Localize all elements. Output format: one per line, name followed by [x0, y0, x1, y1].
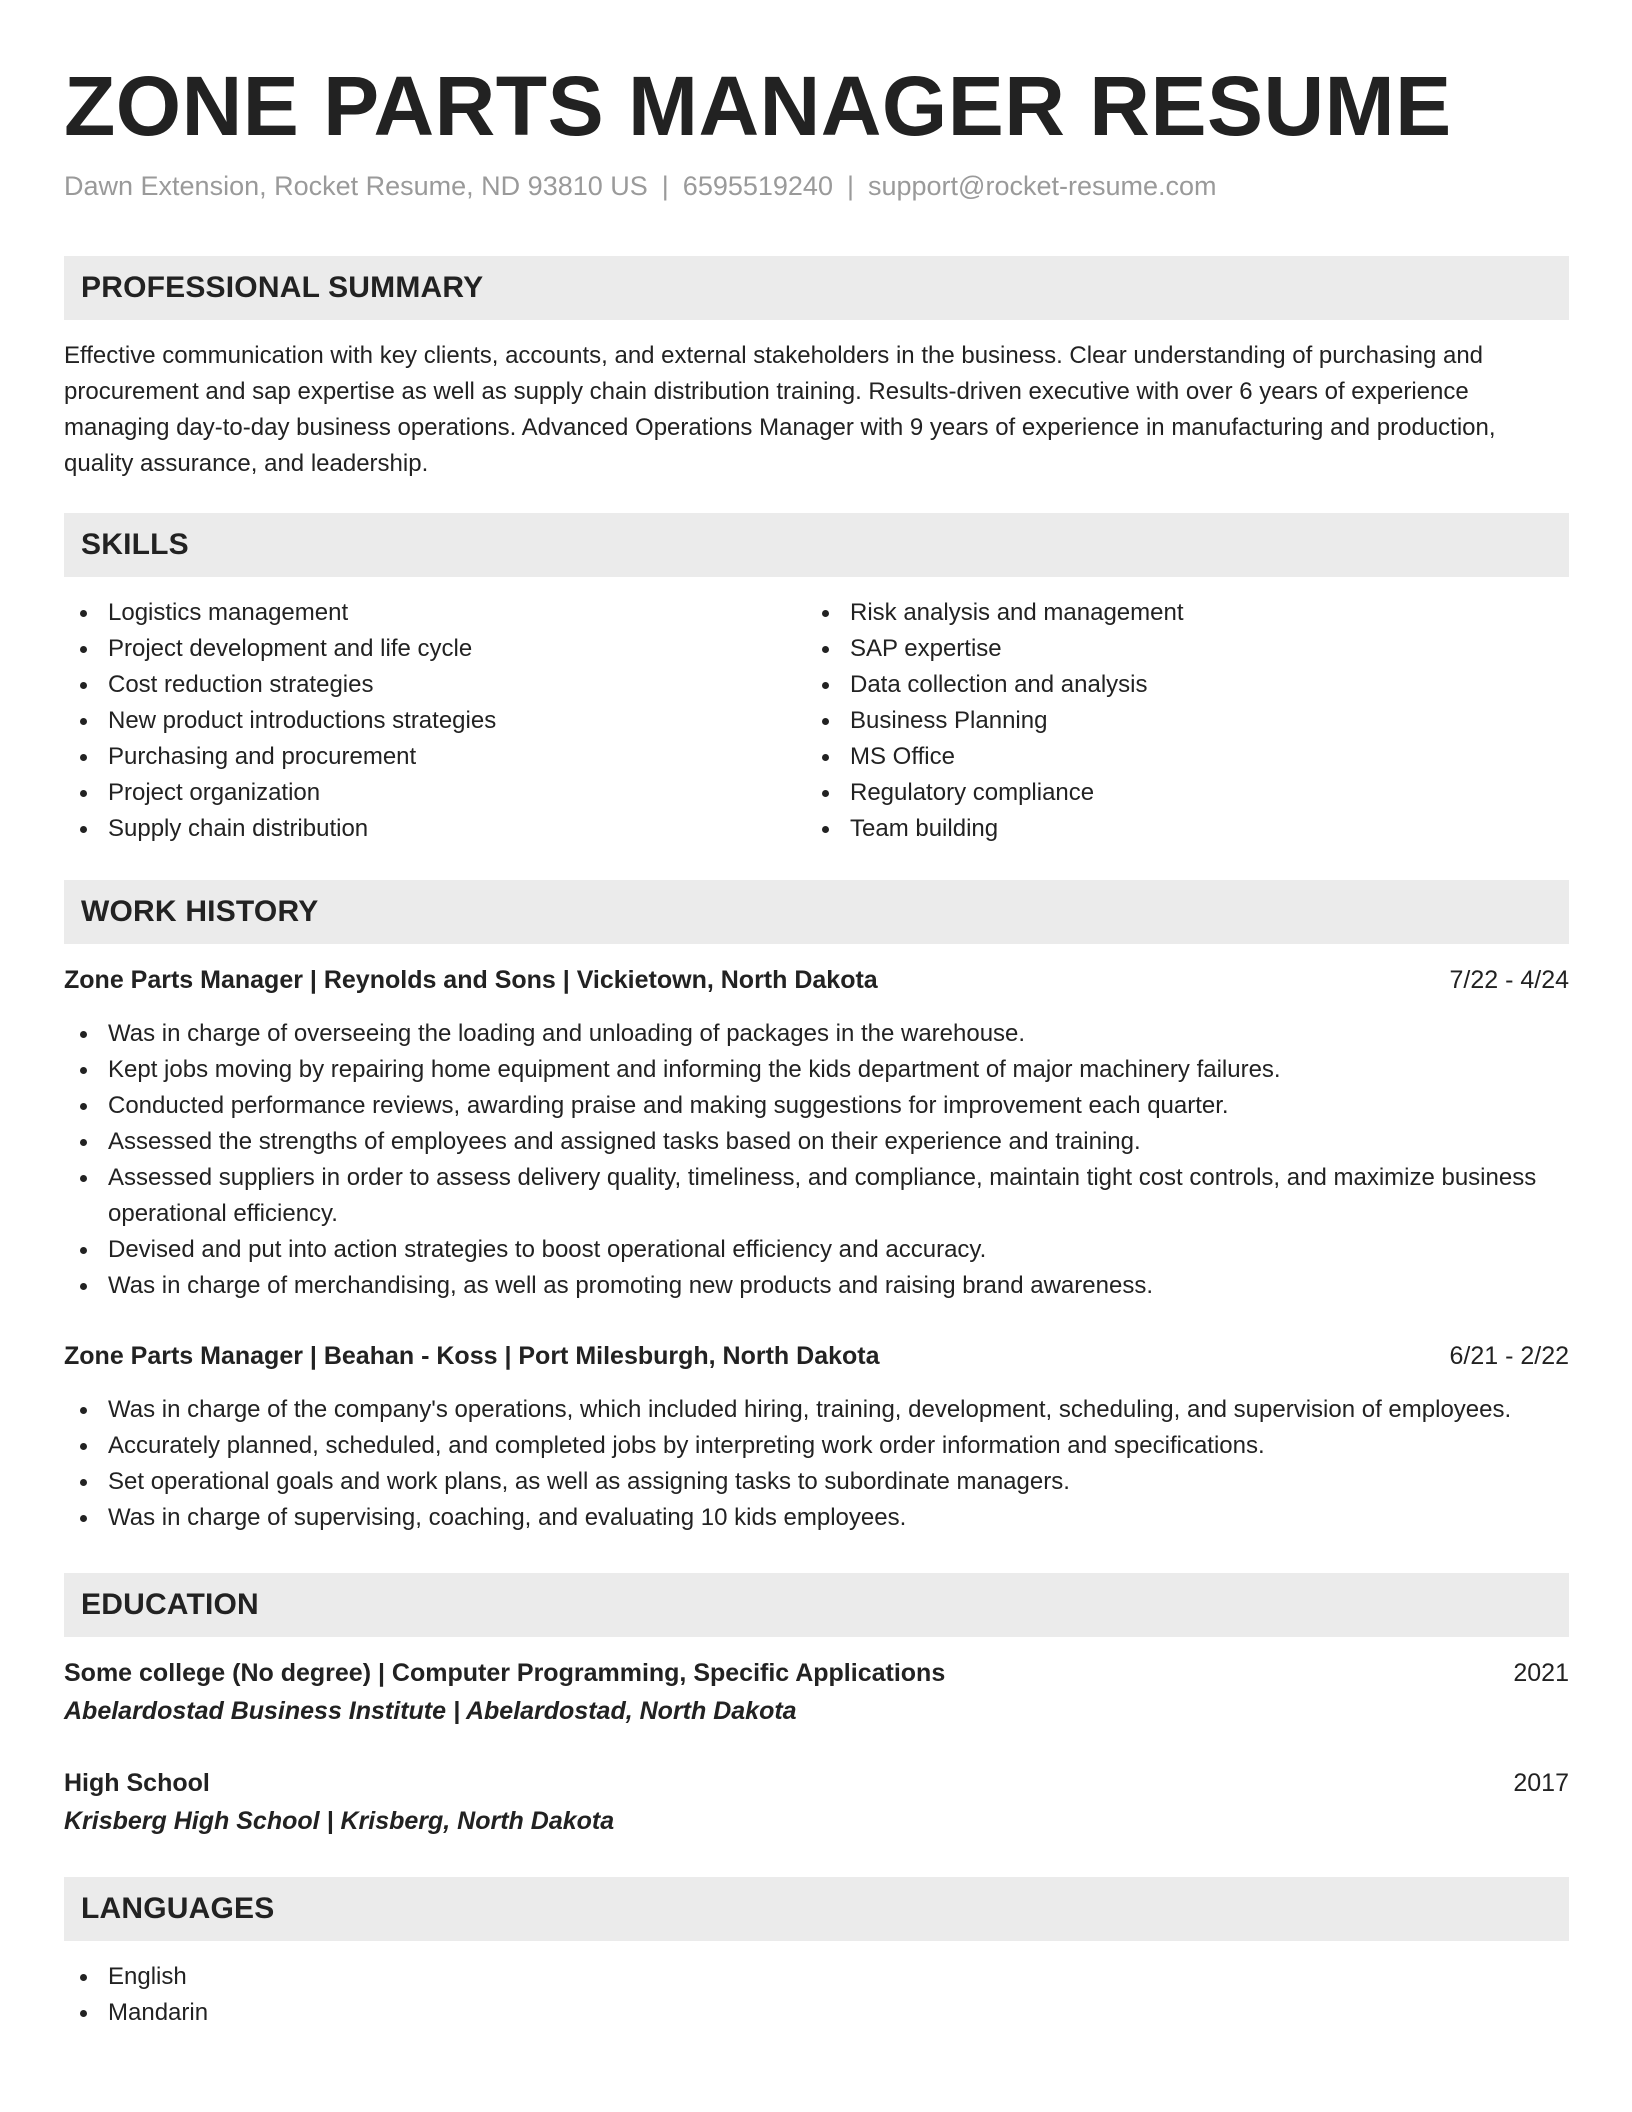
job-dates: 6/21 - 2/22	[1449, 1342, 1569, 1370]
job-heading	[64, 1338, 1569, 1374]
job-bullets	[64, 1016, 1569, 1304]
contact-email: support@rocket-resume.com	[867, 171, 1217, 201]
skill-item: Purchasing and procurement	[64, 739, 806, 775]
skill-item: MS Office	[806, 739, 1548, 775]
job-title: Zone Parts Manager | Reynolds and Sons | Vickietown, North Dakota	[64, 966, 878, 994]
education-entry	[64, 1765, 1569, 1839]
education-heading	[64, 1765, 1569, 1801]
job-bullet: Was in charge of supervising, coaching, and evaluating 10 kids employees.	[64, 1500, 1569, 1536]
job-bullet: Was in charge of the company's operations, which included hiring, training, development, scheduling, and supervision of employees.	[64, 1392, 1569, 1428]
skill-item: Team building	[806, 811, 1548, 847]
job-bullet: Assessed the strengths of employees and assigned tasks based on their experience and training.	[64, 1124, 1569, 1160]
job-bullet: Devised and put into action strategies to boost operational efficiency and accuracy.	[64, 1232, 1569, 1268]
job-dates: 7/22 - 4/24	[1449, 966, 1569, 994]
job-entry	[64, 962, 1569, 1304]
section-header-summary: PROFESSIONAL SUMMARY	[64, 256, 1569, 320]
summary-text: Effective communication with key clients, accounts, and external stakeholders in the business. Clear understanding of purchasing and procurement and sap expertise as well as supply chain distribution training. Results-driven executive with over 6 years of experience managing day-to-day business operations. Advanced Operations Manager with 9 years of experience in manufacturing and production, quality assurance, and leadership.	[64, 342, 1496, 477]
languages-list	[64, 1959, 1569, 2031]
contact-separator: |	[661, 171, 669, 201]
job-bullet: Accurately planned, scheduled, and completed jobs by interpreting work order information and specifications.	[64, 1428, 1569, 1464]
education-heading	[64, 1655, 1569, 1691]
job-bullet: Kept jobs moving by repairing home equipment and informing the kids department of major machinery failures.	[64, 1052, 1569, 1088]
contact-phone: 6595519240	[682, 171, 833, 201]
skill-item: Logistics management	[64, 595, 806, 631]
skill-item: Data collection and analysis	[806, 667, 1548, 703]
skill-item: SAP expertise	[806, 631, 1548, 667]
section-header-languages: LANGUAGES	[64, 1877, 1569, 1941]
job-title: Zone Parts Manager | Beahan - Koss | Port Milesburgh, North Dakota	[64, 1342, 880, 1370]
job-bullet: Conducted performance reviews, awarding praise and making suggestions for improvement each quarter.	[64, 1088, 1569, 1124]
education-year: 2017	[1513, 1769, 1569, 1797]
skills-list	[64, 595, 1569, 847]
skill-item: Regulatory compliance	[806, 775, 1548, 811]
job-bullet: Assessed suppliers in order to assess delivery quality, timeliness, and compliance, maintain tight cost controls, and maximize business operational efficiency.	[64, 1160, 1569, 1232]
skill-item: New product introductions strategies	[64, 703, 806, 739]
education-degree: High School	[64, 1769, 210, 1797]
skill-item: Supply chain distribution	[64, 811, 806, 847]
skills-column-left	[64, 595, 806, 847]
job-heading	[64, 962, 1569, 998]
skill-item: Risk analysis and management	[806, 595, 1548, 631]
language-item: English	[64, 1959, 1569, 1995]
contact-address: Dawn Extension, Rocket Resume, ND 93810 US	[64, 171, 648, 201]
resume-page	[64, 0, 1569, 2031]
skill-item: Project development and life cycle	[64, 631, 806, 667]
resume-title: ZONE PARTS MANAGER RESUME	[64, 59, 1452, 153]
skills-column-right	[806, 595, 1548, 847]
skill-item: Business Planning	[806, 703, 1548, 739]
job-bullet: Was in charge of merchandising, as well as promoting new products and raising brand awareness.	[64, 1268, 1569, 1304]
contact-line	[64, 168, 1569, 204]
education-school: Krisberg High School | Krisberg, North Dakota	[64, 1807, 615, 1835]
section-header-work: WORK HISTORY	[64, 880, 1569, 944]
education-school: Abelardostad Business Institute | Abelardostad, North Dakota	[64, 1697, 797, 1725]
job-bullet: Set operational goals and work plans, as well as assigning tasks to subordinate managers.	[64, 1464, 1569, 1500]
section-header-education: EDUCATION	[64, 1573, 1569, 1637]
education-entry	[64, 1655, 1569, 1729]
job-entry	[64, 1338, 1569, 1536]
skill-item: Cost reduction strategies	[64, 667, 806, 703]
skill-item: Project organization	[64, 775, 806, 811]
contact-separator: |	[846, 171, 854, 201]
education-degree: Some college (No degree) | Computer Programming, Specific Applications	[64, 1659, 946, 1687]
job-bullets	[64, 1392, 1569, 1536]
job-bullet: Was in charge of overseeing the loading and unloading of packages in the warehouse.	[64, 1016, 1569, 1052]
section-header-skills: SKILLS	[64, 513, 1569, 577]
education-year: 2021	[1513, 1659, 1569, 1687]
language-item: Mandarin	[64, 1995, 1569, 2031]
